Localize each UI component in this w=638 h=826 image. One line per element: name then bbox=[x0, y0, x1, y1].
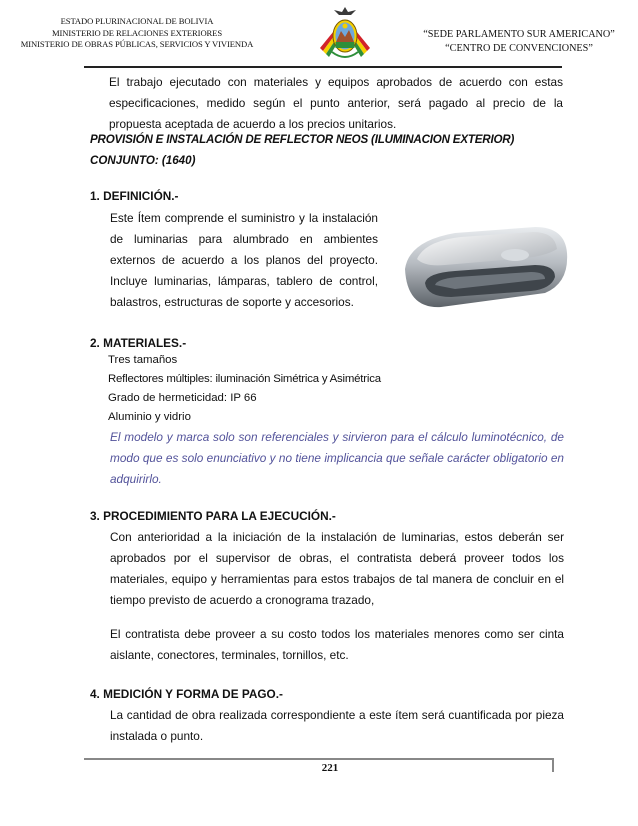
section-heading-procedimiento: 3. PROCEDIMIENTO PARA LA EJECUCIÓN.- bbox=[90, 509, 336, 523]
procedimiento-paragraph-1: Con anterioridad a la iniciación de la instalación de luminarias, estos deberán ser aprobados por el supervisor de obras, el contratista deberá proveer todos los materiales, equipo y herramientas para estos trabajos de tal manera de concluir en el tiempo previsto de acuerdo a cronograma trazado, bbox=[110, 530, 564, 607]
header-project-name: “SEDE PARLAMENTO SUR AMERICANO” bbox=[423, 29, 615, 40]
page-header bbox=[0, 0, 638, 70]
materiales-note: El modelo y marca solo son referenciales y sirvieron para el cálculo luminotécnico, de modo que es solo enunciativo y no tiene implicancia que señale carácter obligatorio en adquirirlo. bbox=[110, 430, 564, 486]
section-heading-definicion: 1. DEFINICIÓN.- bbox=[90, 189, 179, 203]
materiales-item: Aluminio y vidrio bbox=[108, 411, 191, 423]
item-unit: CONJUNTO: (1640) bbox=[90, 154, 196, 167]
bolivia-coat-of-arms-emblem bbox=[310, 4, 380, 64]
header-project-subtitle: “CENTRO DE CONVENCIONES” bbox=[445, 43, 593, 54]
materiales-item: Grado de hermeticidad: IP 66 bbox=[108, 392, 257, 404]
procedimiento-paragraph-2: El contratista debe proveer a su costo todos los materiales menores como ser cinta aislante, conectores, terminales, tornillos, etc. bbox=[110, 627, 564, 662]
section-heading-medicion: 4. MEDICIÓN Y FORMA DE PAGO.- bbox=[90, 687, 283, 701]
footer-divider-tick bbox=[552, 758, 554, 772]
header-line-public-works-ministry: MINISTERIO DE OBRAS PÚBLICAS, SERVICIOS Y VIVIENDA bbox=[20, 39, 254, 49]
intro-paragraph: El trabajo ejecutado con materiales y equipos aprobados de acuerdo con estas especificaciones, medido según el punto anterior, será pagado al precio de la propuesta aceptada de acuerdo a los precios unitarios. bbox=[109, 75, 563, 131]
header-institutions bbox=[6, 16, 268, 51]
item-title: PROVISIÓN E INSTALACIÓN DE REFLECTOR NEOS (ILUMINACION EXTERIOR) bbox=[90, 133, 515, 146]
header-line-state: ESTADO PLURINACIONAL DE BOLIVIA bbox=[60, 16, 214, 26]
section-heading-materiales: 2. MATERIALES.- bbox=[90, 336, 187, 350]
materiales-item: Tres tamaños bbox=[108, 354, 178, 366]
header-project bbox=[400, 28, 638, 56]
medicion-text: La cantidad de obra realizada correspondiente a este ítem será cuantificada por pieza instalada o punto. bbox=[110, 708, 564, 743]
neos-reflector-luminaire-image bbox=[395, 197, 575, 330]
page-number: 221 bbox=[321, 762, 339, 774]
header-line-foreign-ministry: MINISTERIO DE RELACIONES EXTERIORES bbox=[51, 27, 223, 38]
footer-divider bbox=[84, 758, 554, 760]
materiales-item: Reflectores múltiples: iluminación Simétrica y Asimétrica bbox=[108, 373, 381, 385]
definicion-text: Este Ítem comprende el suministro y la instalación de luminarias para alumbrado en ambientes externos de acuerdo a los planos del proyecto. Incluye luminarias, lámparas, tablero de control, balastros, estructuras de soporte y accesorios. bbox=[110, 211, 378, 309]
header-divider bbox=[84, 66, 562, 68]
